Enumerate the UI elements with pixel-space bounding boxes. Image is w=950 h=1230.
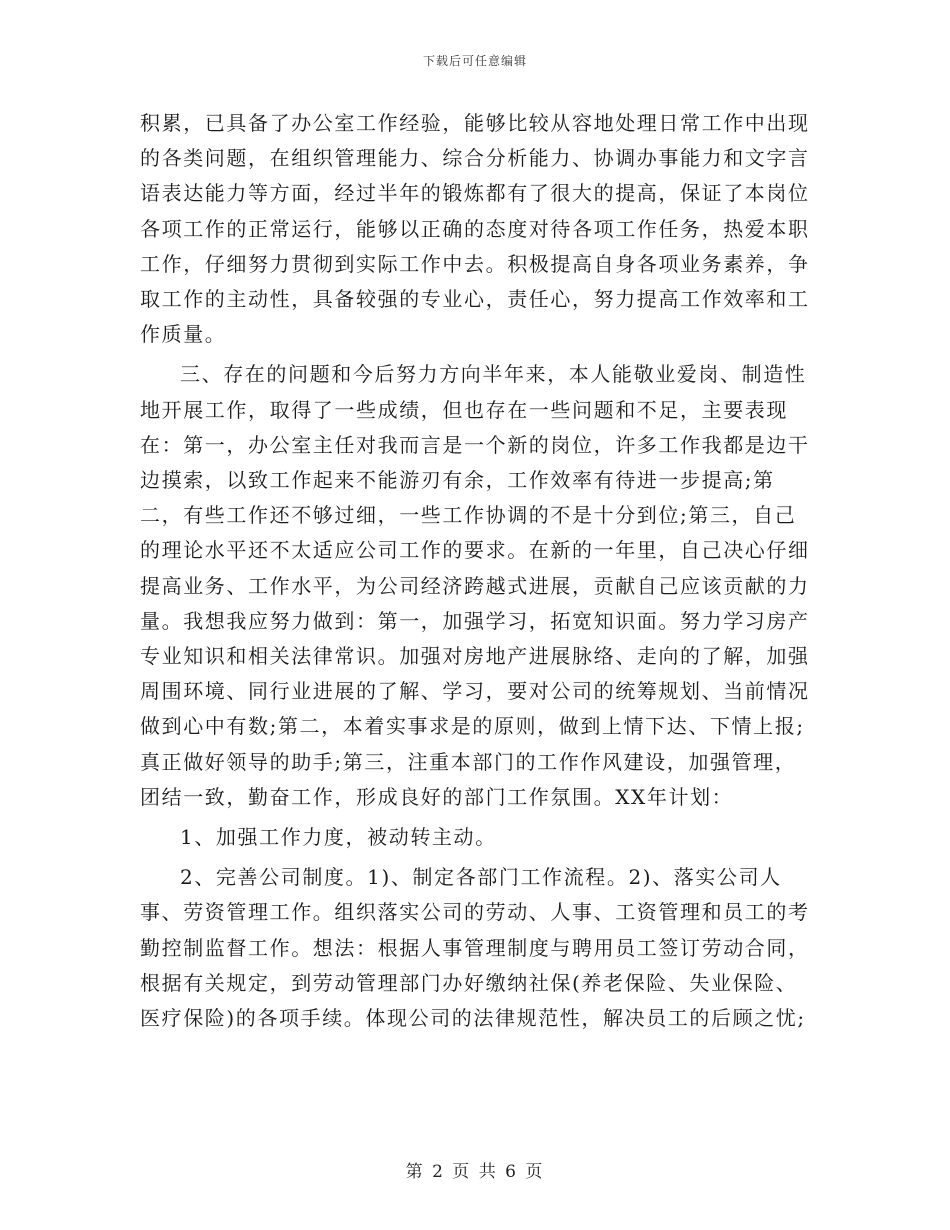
paragraph-problems-and-direction: 三、存在的问题和今后努力方向半年来，本人能敬业爱岗、制造性地开展工作，取得了一些成绩，但也存在一些问题和不足，主要表现在：第一，办公室主任对我而言是一个新的岗位，许多工作我都是边干边摸索，以致工作起来不能游刃有余，工作效率有待进一步提高;第二，有些工作还不够过细，一些工作协调的不是十分到位;第三，自己的理论水平还不太适应公司工作的要求。在新的一年里，自己决心仔细提高业务、工作水平，为公司经济跨越式进展，贡献自己应该贡献的力量。我想我应努力做到：第一，加强学习，拓宽知识面。努力学习房产专业知识和相关法律常识。加强对房地产进展脉络、走向的了解，加强周围环境、同行业进展的了解、学习，要对公司的统筹规划、当前情况做到心中有数;第二，本着实事求是的原则，做到上情下达、下情上报;真正做好领导的助手;第三，注重本部门的工作作风建设，加强管理，团结一致，勤奋工作，形成良好的部门工作氛围。XX年计划： xyxy=(140,362,810,809)
paragraph-continuation: 积累，已具备了办公室工作经验，能够比较从容地处理日常工作中出现的各类问题，在组织管理能力、综合分析能力、协调办事能力和文字言语表达能力等方面，经过半年的锻炼都有了很大的提高，保证了本岗位各项工作的正常运行，能够以正确的态度对待各项工作任务，热爱本职工作，仔细努力贯彻到实际工作中去。积极提高自身各项业务素养，争取工作的主动性，具备较强的专业心，责任心，努力提高工作效率和工作质量。 xyxy=(140,111,810,347)
paragraph-plan-item-2: 2、完善公司制度。1)、制定各部门工作流程。2)、落实公司人事、劳资管理工作。组织落实公司的劳动、人事、工资管理和员工的考勤控制监督工作。想法：根据人事管理制度与聘用员工签订劳动合同，根据有关规定，到劳动管理部门办好缴纳社保(养老保险、失业保险、医疗保险)的各项手续。体现公司的法律规范性，解决员工的后顾之忧; xyxy=(140,865,810,1031)
document-body xyxy=(140,106,812,1041)
page-header: 下载后可任意编辑 xyxy=(422,54,527,68)
page-number-footer: 第 2 页 共 6 页 xyxy=(405,1162,545,1182)
paragraph-plan-item-1: 1、加强工作力度，被动转主动。 xyxy=(180,825,497,850)
